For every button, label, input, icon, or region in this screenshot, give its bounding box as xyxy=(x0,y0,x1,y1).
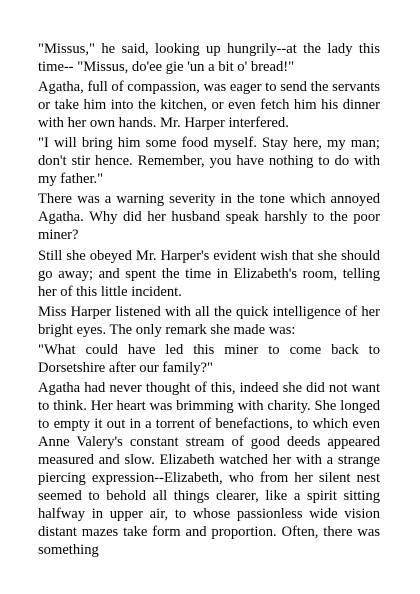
paragraph-obeyed: Still she obeyed Mr. Harper's evident wish that she should go away; and spent the time in Elizabeth's room, telling her of this little incident. xyxy=(38,247,380,300)
paragraph-missus-request: "Missus," he said, looking up hungrily--at the lady this time-- "Missus, do'ee gie 'un a bit o' bread!" xyxy=(38,41,380,76)
paragraph-agatha-compassion: Agatha, full of compassion, was eager to send the servants or take him into the kitchen, or even fetch him his dinner with her own hands. Mr. Harper interfered. xyxy=(38,79,380,132)
paragraph-warning-severity: There was a warning severity in the tone which annoyed Agatha. Why did her husband speak harshly to the poor miner? xyxy=(38,191,380,244)
paragraph-agatha-charity: Agatha had never thought of this, indeed she did not want to think. Her heart was brimming with charity. She longed to empty it out in a torrent of benefactions, to which even Anne Valery's constant stream of good deeds appeared measured and slow. Elizabeth watched her with a strange piercing expression--Elizabeth, who from her silent nest seemed to behold all things clearer, like a spirit sitting halfway in upper air, to whose passionless wide vision distant mazes take form and proportion. Often, there was something xyxy=(38,379,380,559)
paragraph-harper-speech: "I will bring him some food myself. Stay here, my man; don't stir hence. Remember, you have nothing to do with my father." xyxy=(38,135,380,188)
paragraph-dorsetshire-question: "What could have led this miner to come back to Dorsetshire after our family?" xyxy=(38,341,380,376)
document-page xyxy=(38,40,380,559)
paragraph-miss-harper-listened: Miss Harper listened with all the quick intelligence of her bright eyes. The only remark she made was: xyxy=(38,303,380,338)
